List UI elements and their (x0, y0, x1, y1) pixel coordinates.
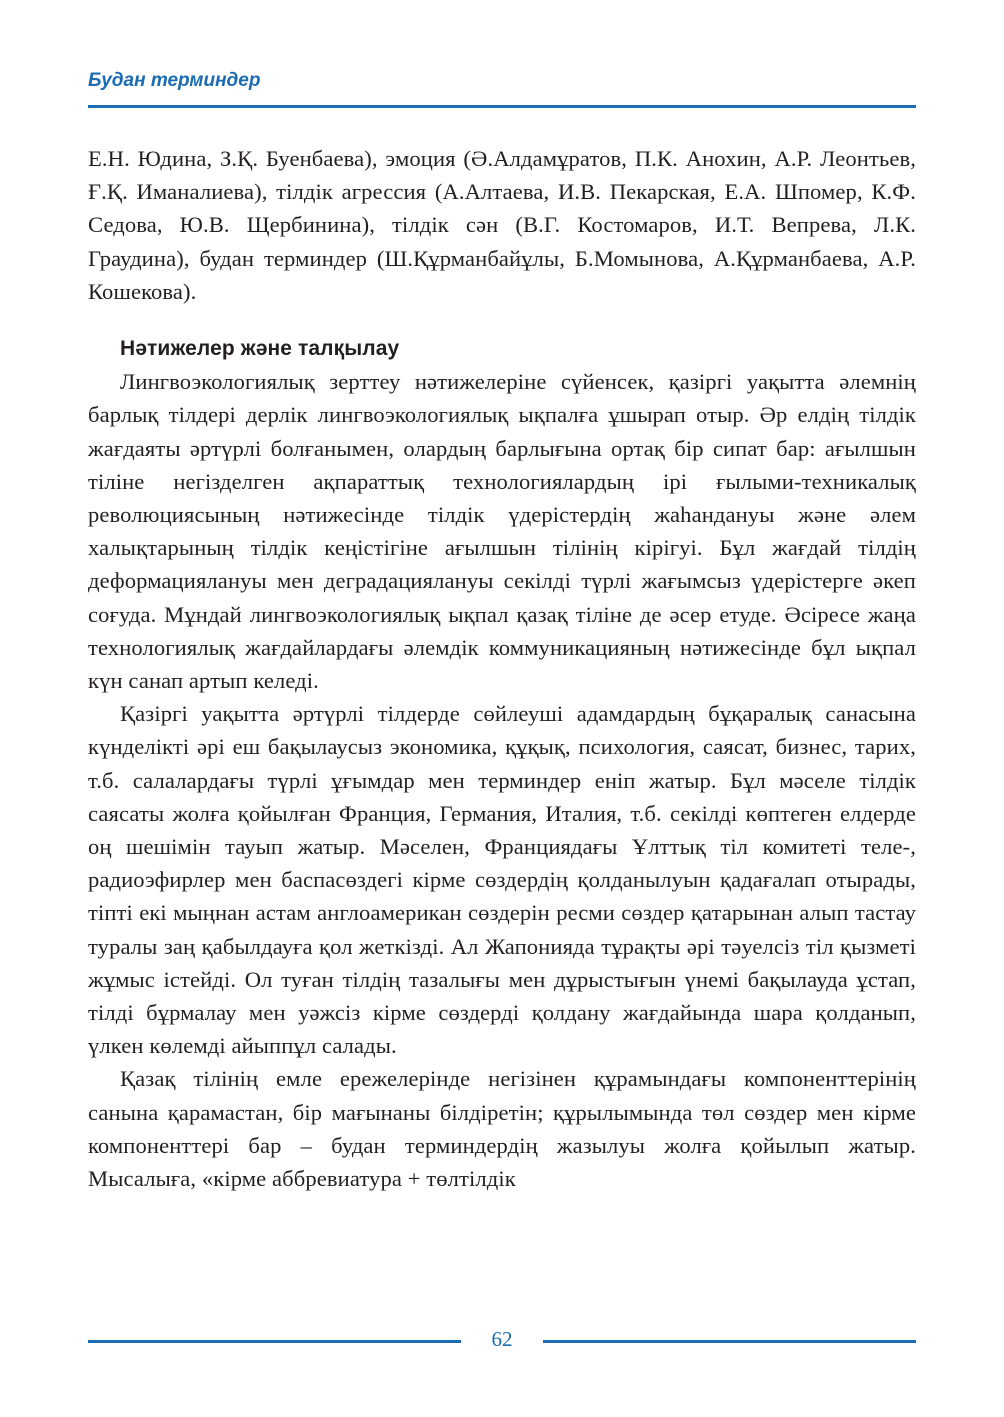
paragraph-3: Қазақ тілінің емле ережелерінде негізінен құрамындағы компоненттерінің санына қарамастан, бір мағынаны білдіретін; құрылымында төл сөздер мен кірме компоненттері бар – будан терминдердің жазылуы жолға қойылып жатыр. Мысалыға, «кірме аббревиатура + төлтілдік (88, 1066, 916, 1192)
paragraph-1: Лингвоэкологиялық зерттеу нәтижелеріне сүйенсек, қазіргі уақытта әлемнің барлық тілдері дерлік лингвоэкологиялық ықпалға ұшырап отыр. Әр елдің тілдік жағдаяты әртүрлі болғанымен, олардың барлығына ортақ бір сипат бар: ағылшын тіліне негізделген ақпараттық технологиялардың ірі ғылыми-техникалық революциясының нәтижесінде тілдік үдерістердің жаһандануы және әлем халықтарының тілдік кеңістігіне ағылшын тілінің кірігуі. Бұл жағдай тілдің деформациялануы мен деградациялануы секілді түрлі жағымсыз үдерістерге әкеп соғуда. Мұндай лингвоэкологиялық ықпал қазақ тіліне де әсер етуде. Әсіресе жаңа технологиялық жағдайлардағы әлемдік коммуникацияның нәтижесінде бұл ықпал күн санап артып келеді. (88, 369, 916, 694)
running-header-title: Будан терминдер (88, 70, 261, 91)
section-heading: Нәтижелер және талқылау (120, 337, 400, 361)
header-divider (88, 105, 916, 108)
footer-divider-right (543, 1340, 916, 1343)
intro-paragraph: Е.Н. Юдина, З.Қ. Буенбаева), эмоция (Ә.Алдамұратов, П.К. Анохин, А.Р. Леонтьев, Ғ.Қ. Иманалиева), тілдік агрессия (А.Алтаева, И.В. Пекарская, Е.А. Шпомер, К.Ф. Седова, Ю.В. Щербинина), тілдік сән (В.Г. Костомаров, И.Т. Вепрева, Л.К. Граудина), будан терминдер (Ш.Құрманбайұлы, Б.Момынова, А.Құрманбаева, А.Р. Кошекова). (88, 146, 916, 304)
page-body (88, 142, 916, 1195)
paragraph-2: Қазіргі уақытта әртүрлі тілдерде сөйлеуші адамдардың бұқаралық санасына күнделікті әрі еш бақылаусыз экономика, құқық, психология, саясат, бизнес, тарих, т.б. салалардағы түрлі ұғымдар мен терминдер еніп жатыр. Бұл мәселе тілдік саясаты жолға қойылған Франция, Германия, Италия, т.б. секілді көптеген елдерде оң шешімін тауып жатыр. Мәселен, Франциядағы Ұлттық тіл комитеті теле-, радиоэфирлер мен баспасөздегі кірме сөздердің қолданылуын қадағалап отырады, тіпті екі мыңнан астам англоамерикан сөздерін ресми сөздер қатарынан алып тастау туралы заң қабылдауға қол жеткізді. Ал Жапонияда тұрақты әрі тәуелсіз тіл қызметі жұмыс істейді. Ол туған тілдің тазалығы мен дұрыстығын үнемі бақылауда ұстап, тілді бұрмалау мен уәжсіз кірме сөздерді қолдану жағдайында шара қолданып, үлкен көлемді айыппұл салады. (88, 701, 916, 1059)
page-footer (88, 1324, 916, 1360)
page-number: 62 (491, 1327, 513, 1351)
footer-divider-left (88, 1340, 461, 1343)
